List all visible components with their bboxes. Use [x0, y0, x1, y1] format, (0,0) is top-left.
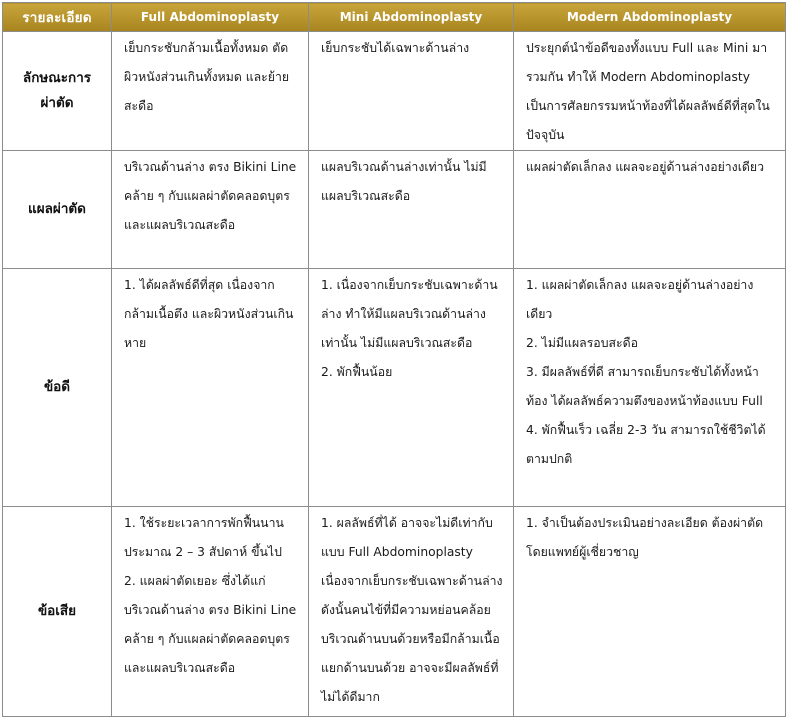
cell-text: 1. แผลผ่าตัดเล็กลง แผลจะอยู่ด้านล่างอย่างเดียว	[526, 278, 754, 321]
cell-text: 1. ผลลัพธ์ที่ได้ อาจจะไม่ดีเท่ากับแบบ Full Abdominoplasty เนื่องจากเย็บกระชับเฉพาะด้านล่าง ดังนั้นคนไข้ที่มีความหย่อนคล้อยบริเวณด้านบนด้วยหรือมีกล้ามเนื้อแยกด้านบนด้วย อาจจะมีผลลัพธ์ที่ไม่ได้ดีมาก	[321, 516, 503, 704]
row-label-text: ข้อดี	[43, 379, 71, 395]
cell-modern	[514, 32, 786, 151]
cell-modern	[514, 269, 786, 507]
cell-full	[112, 151, 309, 269]
row-label-cons	[3, 507, 112, 717]
cell-text: แผลบริเวณด้านล่างเท่านั้น ไม่มีแผลบริเวณสะดือ	[321, 160, 487, 203]
row-label-text: ลักษณะการผ่าตัด	[22, 70, 92, 111]
cell-mini	[309, 151, 514, 269]
header-mini-abdominoplasty: Mini Abdominoplasty	[309, 3, 514, 32]
header-full-abdominoplasty: Full Abdominoplasty	[112, 3, 309, 32]
cell-text: แผลผ่าตัดเล็กลง แผลจะอยู่ด้านล่างอย่างเดียว	[526, 160, 764, 174]
table-row	[3, 507, 786, 717]
cell-text: 3. มีผลลัพธ์ที่ดี สามารถเย็บกระชับได้ทั้งหน้าท้อง ได้ผลลัพธ์ความตึงของหน้าท้องแบบ Full	[526, 365, 763, 408]
header-modern-abdominoplasty: Modern Abdominoplasty	[514, 3, 786, 32]
cell-text: ประยุกต์นำข้อดีของทั้งแบบ Full และ Mini มารวมกัน ทำให้ Modern Abdominoplasty เป็นการศัลยกรรมหน้าท้องที่ได้ผลลัพธ์ดีที่สุดในปัจจุบัน	[526, 41, 770, 142]
cell-text: 1. ใช้ระยะเวลาการพักฟื้นนานประมาณ 2 – 3 สัปดาห์ ขึ้นไป	[124, 516, 284, 559]
cell-mini	[309, 32, 514, 151]
row-label-text: ข้อเสีย	[37, 603, 77, 619]
cell-text: 1. ได้ผลลัพธ์ดีที่สุด เนื่องจากกล้ามเนื้อตึง และผิวหนังส่วนเกินหาย	[124, 278, 294, 350]
table-row	[3, 151, 786, 269]
cell-mini	[309, 507, 514, 717]
comparison-table	[2, 2, 786, 717]
cell-full	[112, 32, 309, 151]
table-row	[3, 32, 786, 151]
cell-text: เย็บกระชับได้เฉพาะด้านล่าง	[321, 41, 470, 55]
cell-text: 2. แผลผ่าตัดเยอะ ซึ่งได้แก่บริเวณด้านล่าง ตรง Bikini Line คล้าย ๆ กับแผลผ่าตัดคลอดบุตร และแผลบริเวณสะดือ	[124, 574, 297, 675]
header-detail: รายละเอียด	[3, 3, 112, 32]
cell-text: เย็บกระชับกล้ามเนื้อทั้งหมด ตัดผิวหนังส่วนเกินทั้งหมด และย้ายสะดือ	[124, 41, 290, 113]
cell-modern	[514, 151, 786, 269]
cell-text: 4. พักฟื้นเร็ว เฉลี่ย 2-3 วัน สามารถใช้ชีวิตได้ตามปกติ	[526, 423, 766, 466]
row-label-incision	[3, 151, 112, 269]
cell-text: 1. จำเป็นต้องประเมินอย่างละเอียด ต้องผ่าตัดโดยแพทย์ผู้เชี่ยวชาญ	[526, 516, 764, 559]
table-row	[3, 269, 786, 507]
cell-text: 2. พักฟื้นน้อย	[321, 365, 393, 379]
cell-text: บริเวณด้านล่าง ตรง Bikini Line คล้าย ๆ กับแผลผ่าตัดคลอดบุตร และแผลบริเวณสะดือ	[124, 160, 297, 232]
cell-text: 2. ไม่มีแผลรอบสะดือ	[526, 336, 638, 350]
cell-text: 1. เนื่องจากเย็บกระชับเฉพาะด้านล่าง ทำให้มีแผลบริเวณด้านล่างเท่านั้น ไม่มีแผลบริเวณสะดือ	[321, 278, 498, 350]
cell-full	[112, 507, 309, 717]
cell-full	[112, 269, 309, 507]
header-row	[3, 3, 786, 32]
cell-mini	[309, 269, 514, 507]
row-label-text: แผลผ่าตัด	[28, 201, 86, 217]
row-label-pros	[3, 269, 112, 507]
cell-modern	[514, 507, 786, 717]
row-label-surgery-type	[3, 32, 112, 151]
